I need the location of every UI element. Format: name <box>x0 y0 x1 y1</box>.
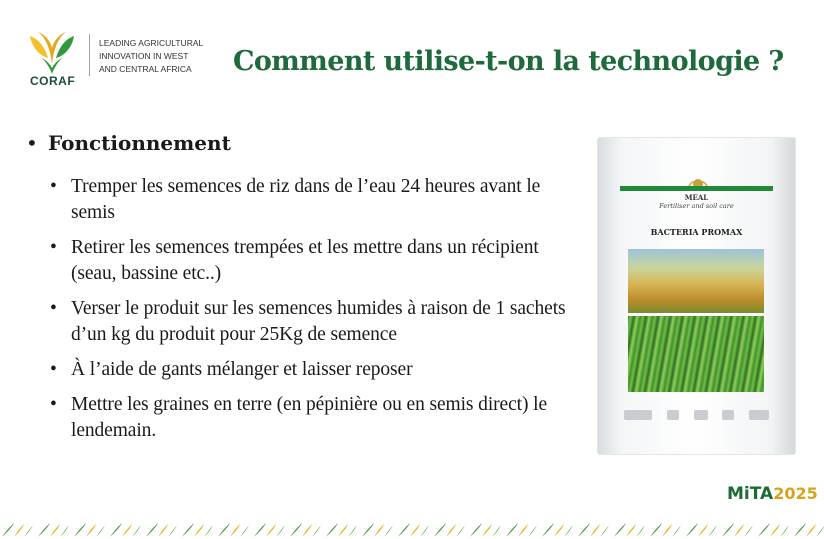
section-heading-text: Fonctionnement <box>48 131 231 155</box>
list-item: • À l’aide de gants mélanger et laisser reposer <box>48 357 568 383</box>
bullet-icon: • <box>26 131 38 155</box>
partner-logo <box>694 410 708 420</box>
wheat-border-pattern <box>0 521 824 539</box>
product-brand: MEAL <box>684 193 709 202</box>
tagline <box>99 37 203 76</box>
tagline-line: INNOVATION IN WEST <box>99 51 189 61</box>
event-year: 2025 <box>773 484 818 503</box>
tagline-line: LEADING AGRICULTURAL <box>99 38 204 48</box>
product-subtitle: Fertiliser and soil care <box>659 202 734 210</box>
rice-seedlings-photo <box>628 316 764 392</box>
product-name: BACTERIA PROMAX <box>650 227 743 237</box>
list-item: • Verser le produit sur les semences humides à raison de 1 sachets d’un kg du produit pour 25Kg de semence <box>48 296 568 348</box>
list-item: • Mettre les graines en terre (en pépinière ou en semis direct) le lendemain. <box>48 392 568 444</box>
tagline-line: AND CENTRAL AFRICA <box>99 64 192 74</box>
partner-logo <box>624 410 652 420</box>
partner-logo <box>667 410 679 420</box>
product-package-image <box>597 137 796 455</box>
event-logo <box>727 484 818 504</box>
logo-name: CORAF <box>30 74 76 88</box>
package-stripe <box>620 186 773 191</box>
list-item: • Retirer les semences trempées et les mettre dans un récipient (seau, bassine etc..) <box>48 235 568 287</box>
rice-field-photo <box>628 249 764 313</box>
list-item: • Tremper les semences de riz dans de l’eau 24 heures avant le semis <box>48 174 568 226</box>
section-heading <box>26 131 231 155</box>
instructions-list <box>48 174 568 453</box>
slide-title: Comment utilise-t-on la technologie ? <box>233 46 784 77</box>
package-partner-logos <box>624 408 769 422</box>
partner-logo <box>749 410 769 420</box>
partner-logo <box>722 410 734 420</box>
event-name: MiTA <box>727 484 774 504</box>
logo-divider <box>89 34 90 76</box>
